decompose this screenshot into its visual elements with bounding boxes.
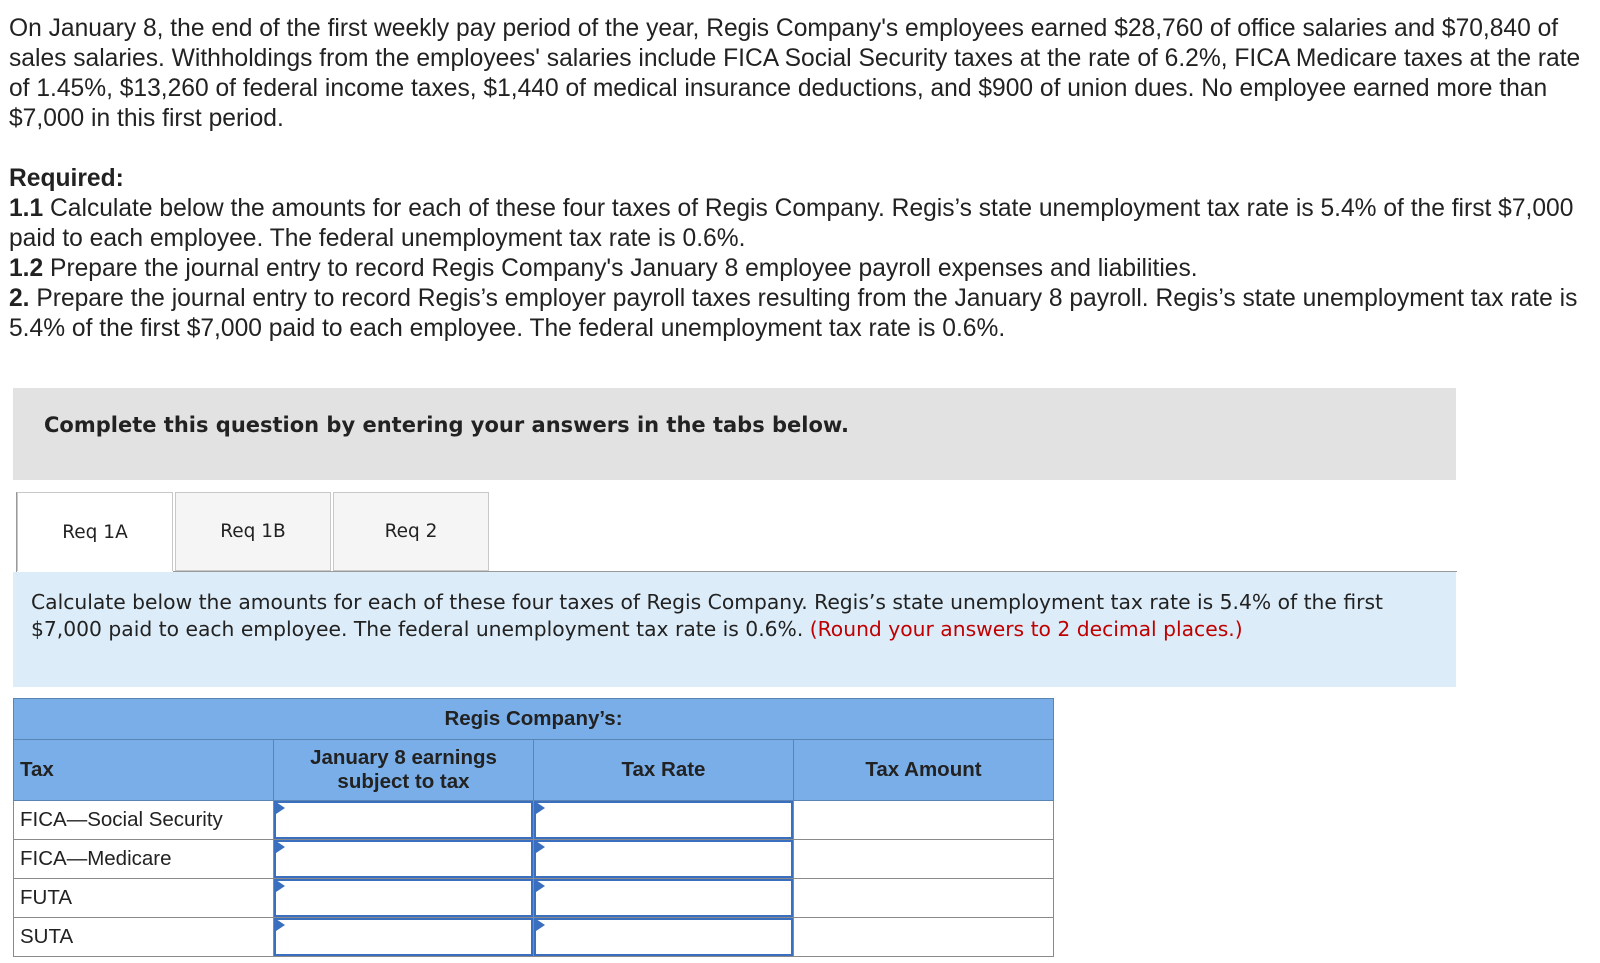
rate-input[interactable] [534, 918, 793, 956]
table-row [14, 918, 1054, 957]
input-marker-icon [536, 880, 545, 892]
input-marker-icon [276, 841, 285, 853]
problem-statement [9, 14, 1599, 344]
tab-req-2[interactable]: Req 2 [333, 492, 489, 571]
requirement-text: Prepare the journal entry to record Regis Company's January 8 employee payroll expenses and liabilities. [43, 255, 1198, 282]
tax-name: FUTA [14, 879, 274, 918]
tax-amount-cell [794, 840, 1054, 879]
header-tax-rate: Tax Rate [534, 740, 794, 801]
tax-name: SUTA [14, 918, 274, 957]
header-earnings: January 8 earnings subject to tax [274, 740, 534, 801]
input-marker-icon [536, 802, 545, 814]
instruction-text: Complete this question by entering your answers in the tabs below. [44, 413, 849, 437]
tax-amount-cell [794, 918, 1054, 957]
input-marker-icon [276, 880, 285, 892]
tax-name: FICA—Medicare [14, 840, 274, 879]
tax-table [13, 698, 1054, 957]
tab-bar [17, 492, 1457, 571]
problem-intro: On January 8, the end of the first weekly pay period of the year, Regis Company's employees earned $28,760 of office salaries and $70,840 of sales salaries. Withholdings from the employees' salaries include FICA Social Security taxes at the rate of 6.2%, FICA Medicare taxes at the rate of 1.45%, $13,260 of federal income taxes, $1,440 of medical insurance deductions, and $900 of union dues. No employee earned more than $7,000 in this first period. [9, 15, 1581, 132]
tax-name: FICA—Social Security [14, 801, 274, 840]
requirement-1-1 [9, 194, 1599, 254]
rate-input[interactable] [534, 879, 793, 917]
question-description [13, 572, 1456, 687]
input-marker-icon [276, 802, 285, 814]
earnings-input[interactable] [274, 840, 533, 878]
tab-req-1a[interactable]: Req 1A [17, 492, 173, 571]
requirement-number: 1.2 [9, 255, 44, 282]
earnings-input[interactable] [274, 918, 533, 956]
instruction-banner [13, 388, 1456, 480]
company-header: Regis Company’s: [14, 699, 1054, 740]
tab-req-1b[interactable]: Req 1B [175, 492, 331, 571]
rate-input[interactable] [534, 840, 793, 878]
requirement-number: 1.1 [9, 195, 44, 222]
rate-input[interactable] [534, 801, 793, 839]
input-marker-icon [536, 919, 545, 931]
requirements-block [9, 164, 1599, 344]
required-heading: Required: [9, 165, 124, 192]
earnings-input[interactable] [274, 879, 533, 917]
tab-divider-left [16, 492, 17, 572]
requirement-2 [9, 284, 1599, 344]
table-row [14, 840, 1054, 879]
table-row [14, 801, 1054, 840]
input-marker-icon [536, 841, 545, 853]
requirement-1-2 [9, 254, 1599, 284]
requirement-number: 2. [9, 285, 30, 312]
header-tax-amount: Tax Amount [794, 740, 1054, 801]
rounding-note: (Round your answers to 2 decimal places.) [809, 617, 1243, 641]
header-tax: Tax [14, 740, 274, 801]
input-marker-icon [276, 919, 285, 931]
earnings-input[interactable] [274, 801, 533, 839]
description-text: Calculate below the amounts for each of these four taxes of Regis Company. Regis’s state unemployment tax rate is 5.4% of the first $7,000 paid to each employee. The federal unemployment tax rate is 0.6%. [31, 590, 1383, 641]
tax-amount-cell [794, 879, 1054, 918]
requirement-text: Prepare the journal entry to record Regis’s employer payroll taxes resulting from the January 8 payroll. Regis’s state unemployment tax rate is 5.4% of the first $7,000 paid to each employee. The federal unemployment tax rate is 0.6%. [9, 285, 1578, 342]
table-row [14, 879, 1054, 918]
requirement-text: Calculate below the amounts for each of these four taxes of Regis Company. Regis’s state unemployment tax rate is 5.4% of the first $7,000 paid to each employee. The federal unemployment tax rate is 0.6%. [9, 195, 1574, 252]
tax-amount-cell [794, 801, 1054, 840]
